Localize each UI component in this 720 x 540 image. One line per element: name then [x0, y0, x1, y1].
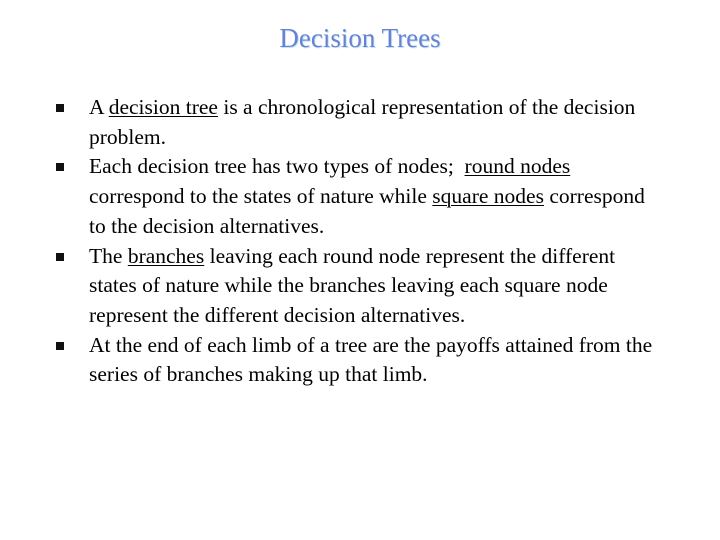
bullet-list: [54, 93, 654, 390]
slide-title: Decision Trees: [279, 23, 441, 53]
text-run: correspond to the states of nature while: [89, 184, 433, 209]
square-bullet-icon: [56, 104, 64, 112]
square-bullet-icon: [56, 253, 64, 261]
text-run: is a chronological representation of the decision problem.: [89, 95, 636, 149]
text-run: leaving each round node represent the different states of nature while the branches leaving each square node represent the different decision alternatives.: [89, 243, 616, 327]
bullet-item: [54, 152, 654, 241]
square-bullet-icon: [56, 163, 64, 171]
bullet-text: [89, 95, 635, 149]
text-run: At the end of each limb of a tree are the payoffs attained from the series of branches making up that limb.: [89, 332, 653, 387]
square-bullet-icon: [56, 342, 64, 350]
bullet-item: [54, 331, 654, 390]
text-run: The: [89, 243, 128, 268]
underlined-term: square nodes: [432, 184, 544, 209]
bullet-item: [54, 242, 654, 331]
underlined-term: decision tree: [108, 95, 218, 119]
bullet-text: [89, 333, 652, 387]
bullet-item: [54, 93, 654, 152]
underlined-term: round nodes: [464, 154, 571, 179]
bullet-text: [89, 154, 645, 237]
text-run: Each decision tree has two types of nodes;: [89, 154, 465, 179]
text-run: correspond to the decision alternatives.: [89, 184, 645, 238]
bullet-text: [89, 244, 615, 327]
underlined-term: branches: [127, 243, 205, 268]
text-run: A: [89, 95, 109, 119]
